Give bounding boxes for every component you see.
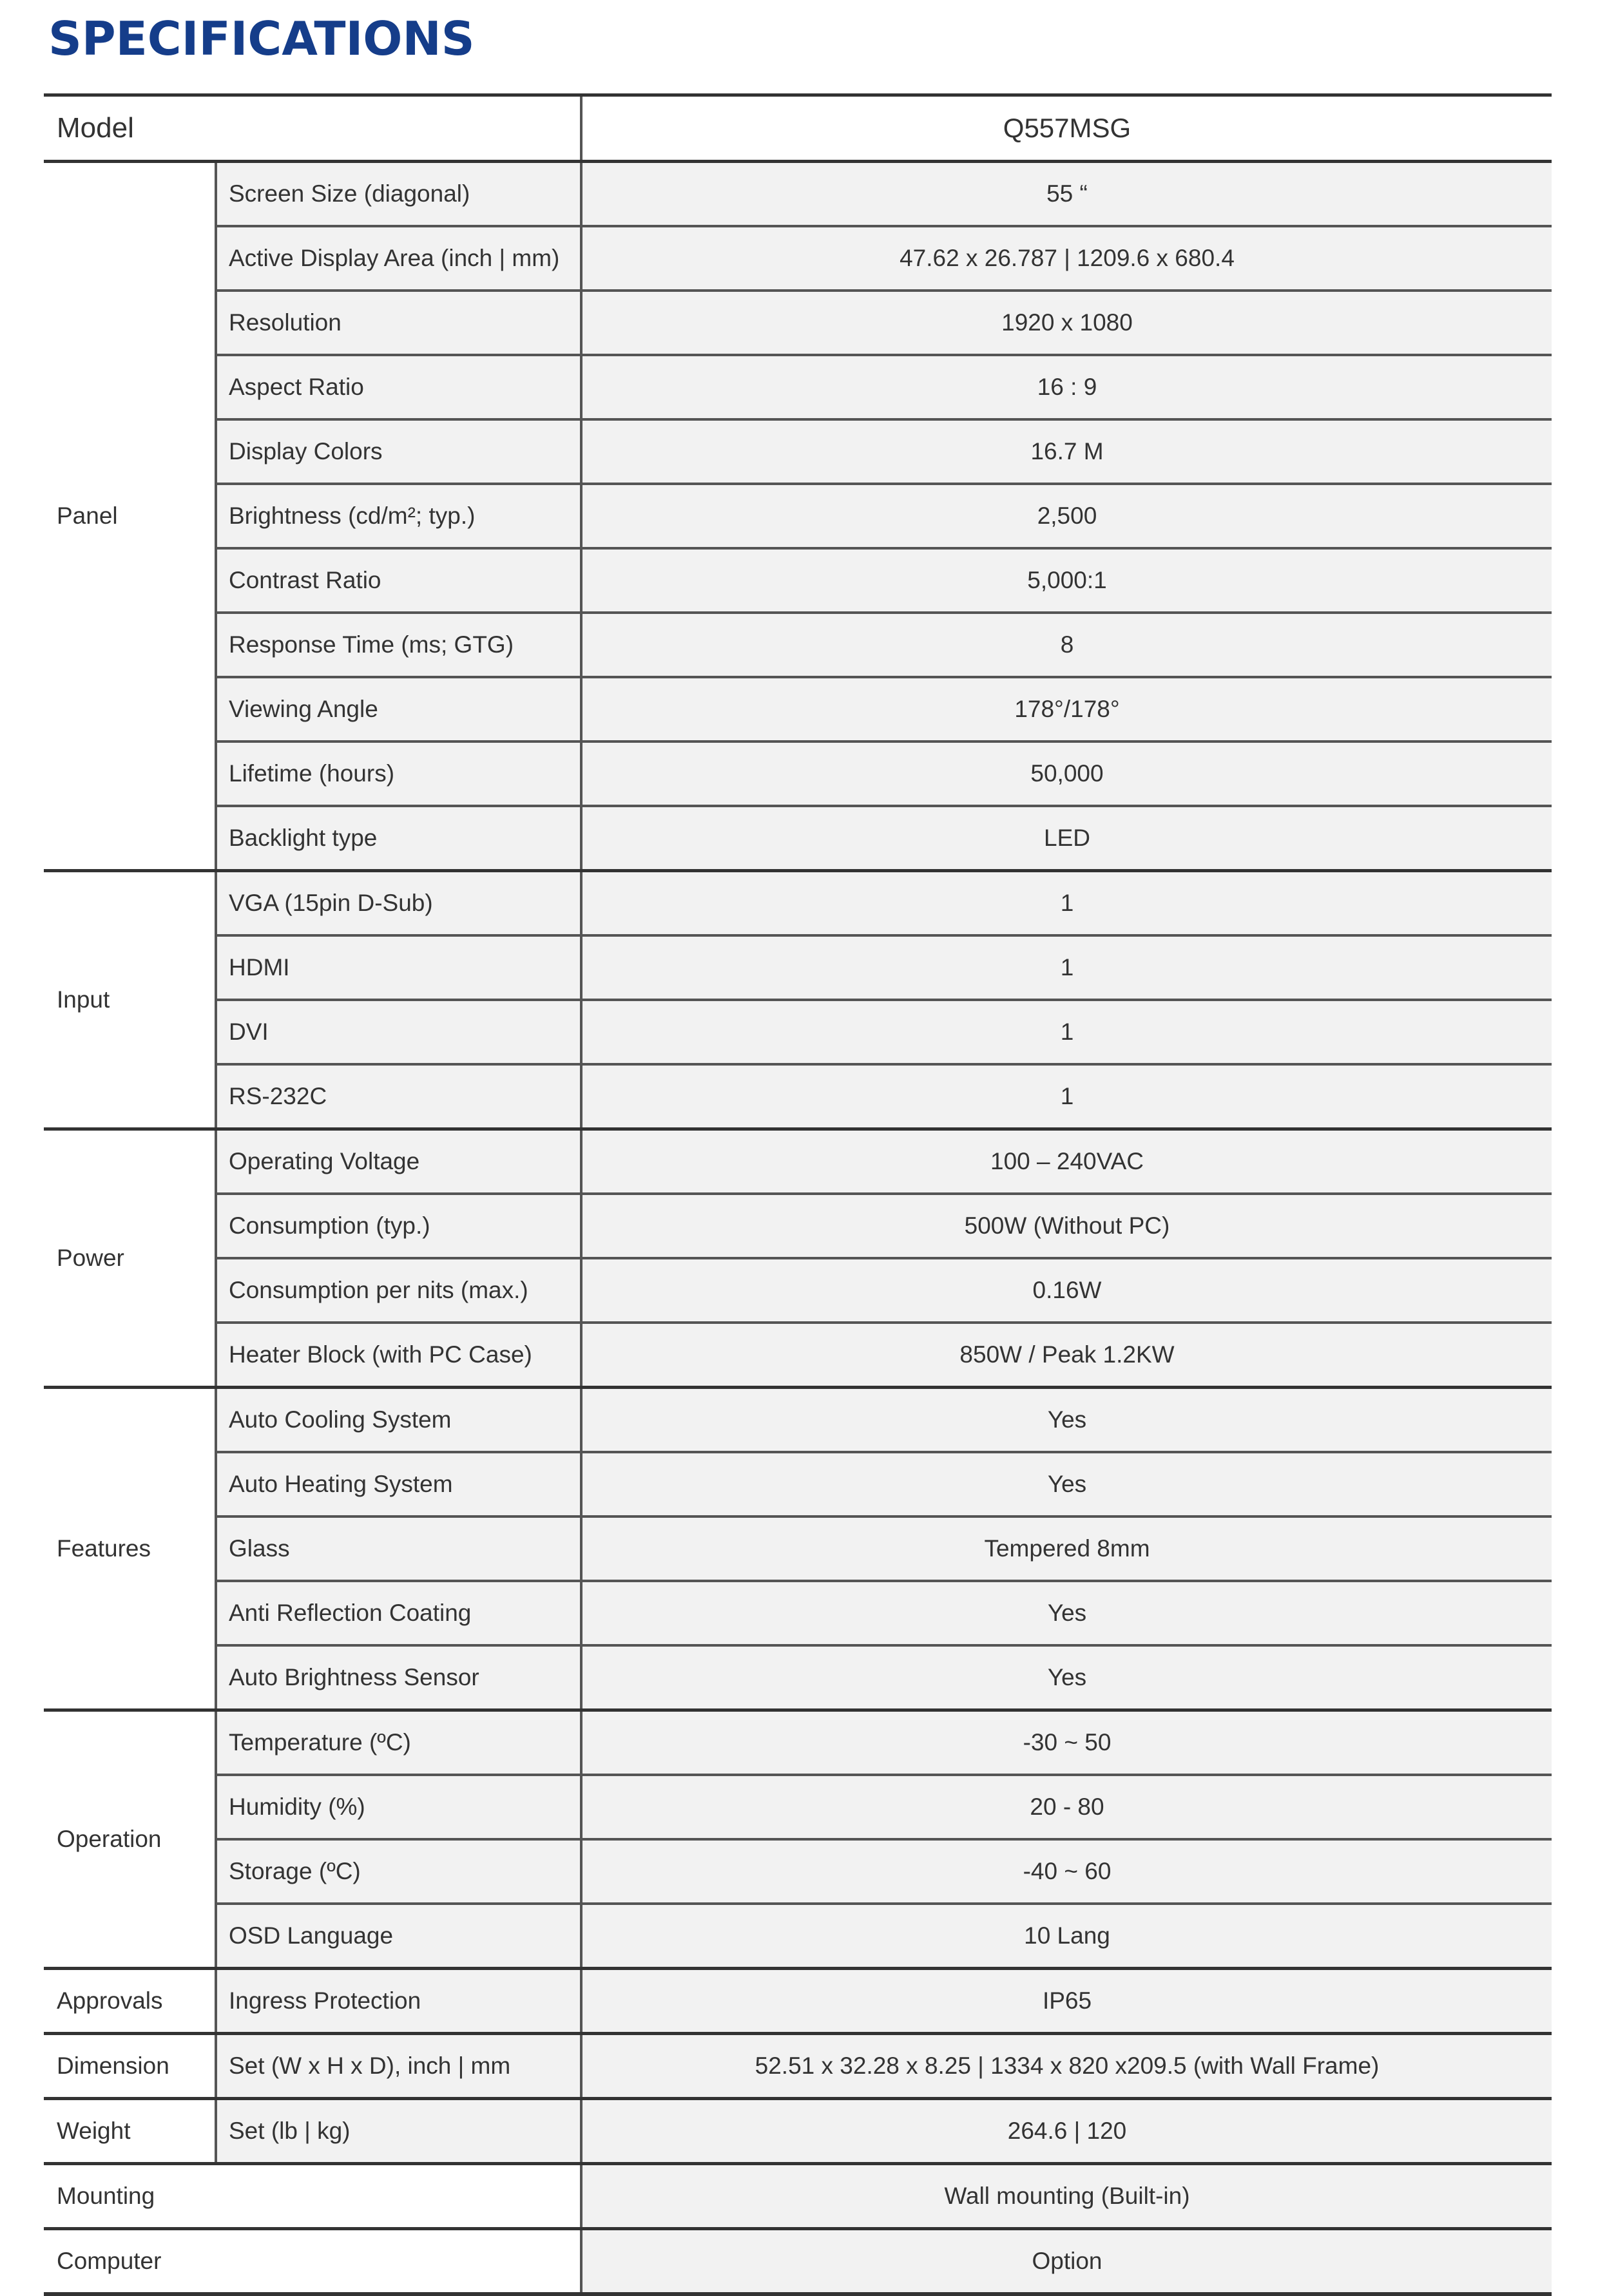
spec-value: IP65: [581, 1969, 1552, 2034]
category-weight: Weight: [44, 2099, 216, 2164]
spec-row: [44, 677, 1552, 741]
spec-label: Backlight type: [216, 806, 581, 871]
specifications-table-body: [44, 95, 1552, 2295]
spec-value: 178°/178°: [581, 677, 1552, 741]
spec-label: Contrast Ratio: [216, 548, 581, 613]
spec-label: Auto Heating System: [216, 1452, 581, 1516]
spec-value: 100 – 240VAC: [581, 1129, 1552, 1194]
spec-label: HDMI: [216, 935, 581, 1000]
spec-row: [44, 1258, 1552, 1323]
spec-label: VGA (15pin D-Sub): [216, 871, 581, 936]
spec-row: [44, 1775, 1552, 1839]
spec-label: Glass: [216, 1516, 581, 1581]
category-dimension: Dimension: [44, 2034, 216, 2099]
category-computer: Computer: [44, 2229, 581, 2295]
spec-row: [44, 1710, 1552, 1775]
spec-row: [44, 741, 1552, 806]
spec-row: [44, 1516, 1552, 1581]
spec-value: 5,000:1: [581, 548, 1552, 613]
category-panel: Panel: [44, 162, 216, 871]
spec-value: Yes: [581, 1452, 1552, 1516]
spec-value: Tempered 8mm: [581, 1516, 1552, 1581]
spec-value: Wall mounting (Built-in): [581, 2164, 1552, 2229]
spec-row: [44, 1839, 1552, 1904]
spec-label: Brightness (cd/m²; typ.): [216, 484, 581, 548]
specifications-table: [44, 93, 1552, 2296]
spec-label: Ingress Protection: [216, 1969, 581, 2034]
spec-value: 20 - 80: [581, 1775, 1552, 1839]
spec-label: Lifetime (hours): [216, 741, 581, 806]
model-row: [44, 95, 1552, 162]
spec-label: Aspect Ratio: [216, 355, 581, 419]
spec-label: Screen Size (diagonal): [216, 162, 581, 227]
spec-row: [44, 613, 1552, 677]
spec-label: Display Colors: [216, 419, 581, 484]
category-approvals: Approvals: [44, 1969, 216, 2034]
spec-label: RS-232C: [216, 1064, 581, 1129]
spec-row: [44, 1129, 1552, 1194]
spec-value: Yes: [581, 1388, 1552, 1453]
spec-value: 10 Lang: [581, 1904, 1552, 1969]
spec-value: LED: [581, 806, 1552, 871]
spec-value: 47.62 x 26.787 | 1209.6 x 680.4: [581, 226, 1552, 291]
spec-value: 8: [581, 613, 1552, 677]
spec-value: Yes: [581, 1581, 1552, 1645]
spec-value: 264.6 | 120: [581, 2099, 1552, 2164]
category-features: Features: [44, 1388, 216, 1710]
spec-value: 500W (Without PC): [581, 1194, 1552, 1258]
category-mounting: Mounting: [44, 2164, 581, 2229]
spec-row: [44, 355, 1552, 419]
spec-label: Resolution: [216, 291, 581, 355]
category-operation: Operation: [44, 1710, 216, 1969]
spec-row: [44, 226, 1552, 291]
spec-label: Consumption per nits (max.): [216, 1258, 581, 1323]
spec-label: Set (lb | kg): [216, 2099, 581, 2164]
spec-label: Humidity (%): [216, 1775, 581, 1839]
spec-row: [44, 1904, 1552, 1969]
spec-row: [44, 1969, 1552, 2034]
spec-row: [44, 1194, 1552, 1258]
spec-label: OSD Language: [216, 1904, 581, 1969]
spec-value: Option: [581, 2229, 1552, 2295]
spec-row: [44, 1323, 1552, 1388]
spec-row: [44, 1064, 1552, 1129]
spec-value: 55 “: [581, 162, 1552, 227]
spec-row: [44, 806, 1552, 871]
spec-row: [44, 2229, 1552, 2295]
spec-value: -30 ~ 50: [581, 1710, 1552, 1775]
category-power: Power: [44, 1129, 216, 1388]
spec-label: Active Display Area (inch | mm): [216, 226, 581, 291]
spec-label: DVI: [216, 1000, 581, 1064]
spec-row: [44, 1000, 1552, 1064]
spec-label: Anti Reflection Coating: [216, 1581, 581, 1645]
category-input: Input: [44, 871, 216, 1129]
spec-label: Temperature (ºC): [216, 1710, 581, 1775]
spec-value: 1: [581, 871, 1552, 936]
spec-value: 2,500: [581, 484, 1552, 548]
spec-value: 16.7 M: [581, 419, 1552, 484]
spec-value: 52.51 x 32.28 x 8.25 | 1334 x 820 x209.5 (with Wall Frame): [581, 2034, 1552, 2099]
spec-value: 1920 x 1080: [581, 291, 1552, 355]
model-label: Model: [44, 95, 581, 162]
page-title: SPECIFICATIONS: [48, 12, 475, 66]
spec-row: [44, 2034, 1552, 2099]
spec-label: Auto Cooling System: [216, 1388, 581, 1453]
spec-value: 0.16W: [581, 1258, 1552, 1323]
spec-row: [44, 162, 1552, 227]
spec-row: [44, 484, 1552, 548]
spec-value: 850W / Peak 1.2KW: [581, 1323, 1552, 1388]
spec-row: [44, 548, 1552, 613]
model-value: Q557MSG: [581, 95, 1552, 162]
spec-row: [44, 1388, 1552, 1453]
spec-label: Storage (ºC): [216, 1839, 581, 1904]
spec-value: 50,000: [581, 741, 1552, 806]
spec-value: 1: [581, 1000, 1552, 1064]
spec-label: Set (W x H x D), inch | mm: [216, 2034, 581, 2099]
spec-row: [44, 419, 1552, 484]
spec-label: Auto Brightness Sensor: [216, 1645, 581, 1710]
spec-value: Yes: [581, 1645, 1552, 1710]
spec-value: 16 : 9: [581, 355, 1552, 419]
spec-row: [44, 1581, 1552, 1645]
spec-row: [44, 871, 1552, 936]
spec-label: Operating Voltage: [216, 1129, 581, 1194]
spec-label: Response Time (ms; GTG): [216, 613, 581, 677]
spec-row: [44, 1645, 1552, 1710]
spec-label: Viewing Angle: [216, 677, 581, 741]
spec-label: Consumption (typ.): [216, 1194, 581, 1258]
spec-row: [44, 291, 1552, 355]
spec-value: 1: [581, 1064, 1552, 1129]
spec-row: [44, 2099, 1552, 2164]
spec-value: 1: [581, 935, 1552, 1000]
spec-value: -40 ~ 60: [581, 1839, 1552, 1904]
spec-row: [44, 935, 1552, 1000]
spec-row: [44, 2164, 1552, 2229]
spec-label: Heater Block (with PC Case): [216, 1323, 581, 1388]
spec-row: [44, 1452, 1552, 1516]
